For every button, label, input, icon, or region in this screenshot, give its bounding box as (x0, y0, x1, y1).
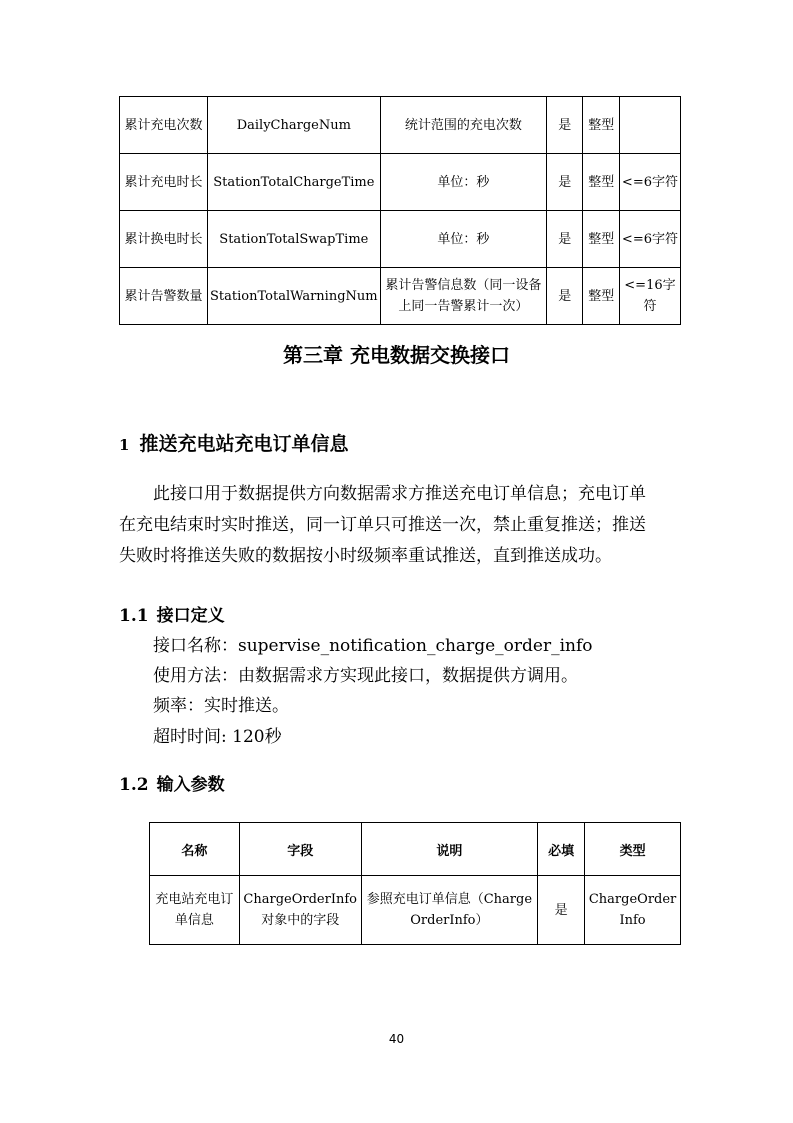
subsection-number: 1.2 (119, 775, 149, 795)
cell-name: 累计告警数量 (120, 268, 208, 325)
interface-timeout: 超时时间: 120秒 (153, 727, 282, 747)
cell-field: ChargeOrderInfo对象中的字段 (239, 876, 361, 945)
subsection-title: 接口定义 (156, 606, 225, 626)
cell-desc: 单位：秒 (380, 154, 546, 211)
intro-paragraph: 此接口用于数据提供方向数据需求方推送充电订单信息；充电订单在充电结束时实时推送，同一订单只可推送一次，禁止重复推送；推送失败时将推送失败的数据按小时级频率重试推送，直到推送成功。 (119, 484, 646, 566)
section-title (119, 430, 348, 459)
cell-required: 是 (547, 97, 583, 154)
subsection-title: 输入参数 (156, 775, 225, 795)
table-row (120, 97, 681, 154)
cell-field: StationTotalSwapTime (208, 211, 381, 268)
cell-type: 整型 (583, 211, 619, 268)
subsection-number: 1.1 (119, 606, 149, 626)
subsection-input-params (119, 772, 225, 798)
cell-name: 累计充电时长 (120, 154, 208, 211)
cell-required: 是 (538, 876, 585, 945)
table-row (120, 211, 681, 268)
input-params-table (149, 822, 681, 945)
header-type: 类型 (585, 823, 681, 876)
table-row (150, 876, 681, 945)
chapter-title: 第三章 充电数据交换接口 (283, 343, 510, 367)
cell-field: DailyChargeNum (208, 97, 381, 154)
cell-desc: 统计范围的充电次数 (380, 97, 546, 154)
station-stats-table (119, 96, 681, 325)
cell-desc: 参照充电订单信息（ChargeOrderInfo） (361, 876, 538, 945)
table-row (120, 154, 681, 211)
subsection-interface-definition (119, 603, 225, 629)
header-required: 必填 (538, 823, 585, 876)
interface-method: 使用方法：由数据需求方实现此接口，数据提供方调用。 (153, 666, 578, 686)
interface-name: 接口名称：supervise_notification_charge_order_info (153, 636, 593, 656)
cell-field: StationTotalChargeTime (208, 154, 381, 211)
cell-length: <=6字符 (619, 154, 680, 211)
cell-desc: 单位：秒 (380, 211, 546, 268)
cell-name: 累计换电时长 (120, 211, 208, 268)
cell-length (619, 97, 680, 154)
cell-length: <=16字符 (619, 268, 680, 325)
cell-required: 是 (547, 268, 583, 325)
header-field: 字段 (239, 823, 361, 876)
cell-required: 是 (547, 154, 583, 211)
page-number: 40 (388, 1032, 405, 1046)
header-name: 名称 (150, 823, 240, 876)
table-row (120, 268, 681, 325)
header-desc: 说明 (361, 823, 538, 876)
table-header-row (150, 823, 681, 876)
cell-field: StationTotalWarningNum (208, 268, 381, 325)
cell-desc: 累计告警信息数（同一设备上同一告警累计一次） (380, 268, 546, 325)
cell-name: 累计充电次数 (120, 97, 208, 154)
cell-type: 整型 (583, 268, 619, 325)
cell-name: 充电站充电订单信息 (150, 876, 240, 945)
section-number: 1 (119, 436, 130, 454)
cell-type: ChargeOrderInfo (585, 876, 681, 945)
interface-frequency: 频率：实时推送。 (153, 696, 289, 716)
cell-type: 整型 (583, 97, 619, 154)
cell-type: 整型 (583, 154, 619, 211)
cell-length: <=6字符 (619, 211, 680, 268)
cell-required: 是 (547, 211, 583, 268)
section-title-text: 推送充电站充电订单信息 (139, 433, 349, 455)
